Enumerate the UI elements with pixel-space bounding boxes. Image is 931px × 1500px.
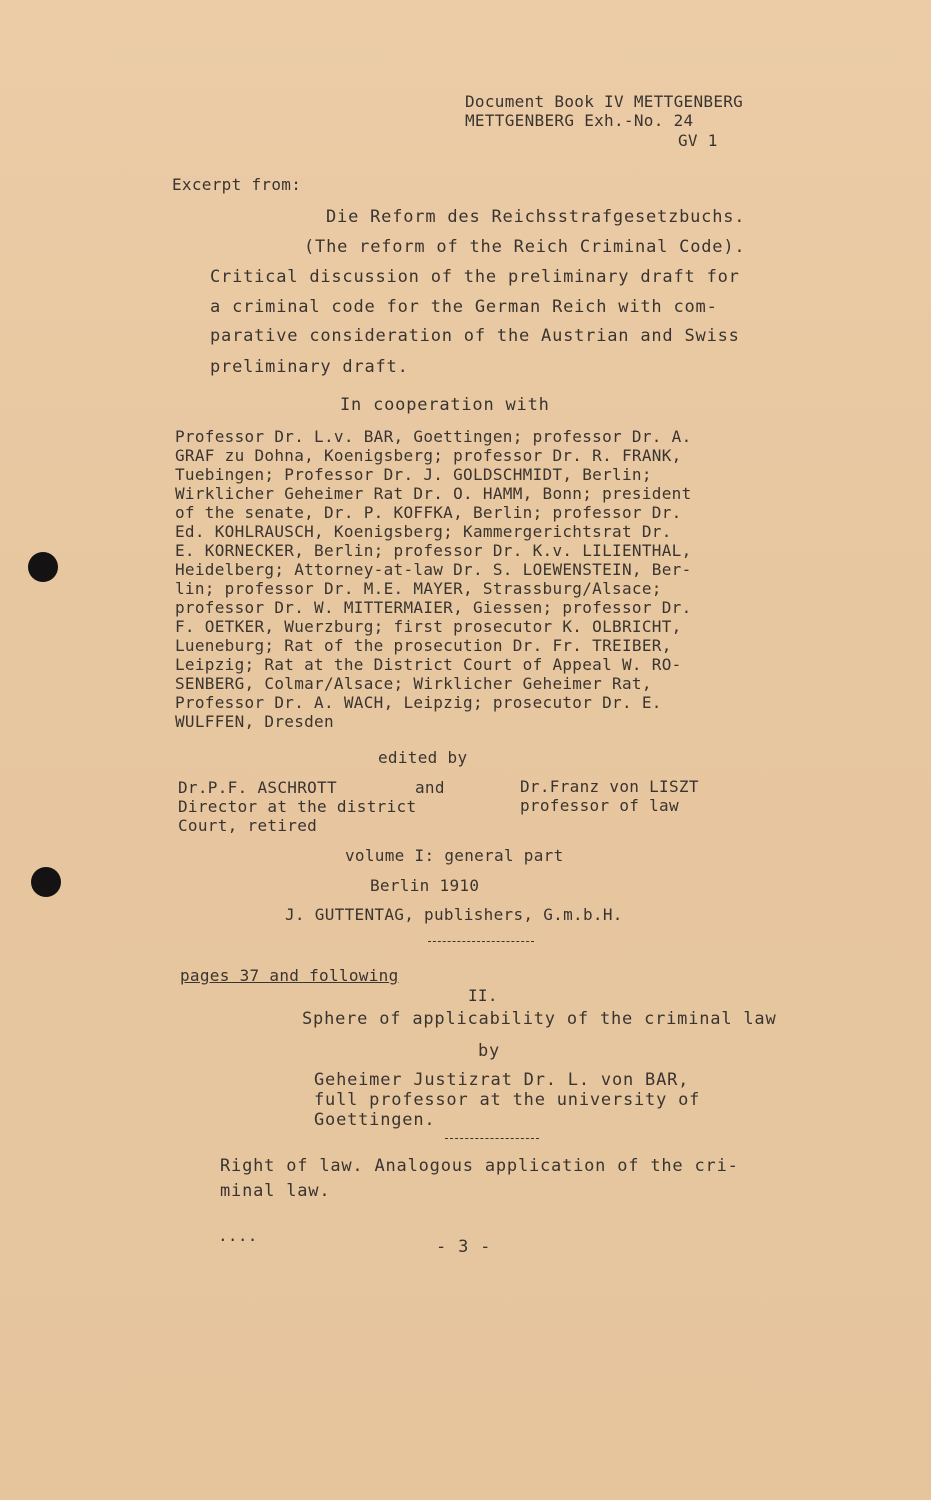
- title-line-5: parative consideration of the Austrian and Swiss: [210, 326, 740, 346]
- contributors-line: E. KORNECKER, Berlin; professor Dr. K.v. LILIENTHAL,: [175, 541, 692, 560]
- section-title: Sphere of applicability of the criminal law: [302, 1009, 777, 1029]
- contributors-line: Tuebingen; Professor Dr. J. GOLDSCHMIDT, Berlin;: [175, 465, 652, 484]
- editor-and: and: [415, 778, 445, 797]
- contributors-line: Heidelberg; Attorney-at-law Dr. S. LOEWENSTEIN, Ber-: [175, 560, 692, 579]
- author-line-2: full professor at the university of: [314, 1090, 701, 1110]
- title-line-2: (The reform of the Reich Criminal Code).: [304, 237, 746, 257]
- contributors-line: Leipzig; Rat at the District Court of Appeal W. RO-: [175, 655, 682, 674]
- section-number: II.: [468, 986, 498, 1005]
- contributors-line: Wirklicher Geheimer Rat Dr. O. HAMM, Bonn; president: [175, 484, 692, 503]
- pages-reference: pages 37 and following: [180, 966, 399, 985]
- header-line-2: METTGENBERG Exh.-No. 24: [465, 111, 694, 130]
- contributors-line: Professor Dr. A. WACH, Leipzig; prosecutor Dr. E.: [175, 693, 662, 712]
- header-line-1: Document Book IV METTGENBERG: [465, 92, 744, 111]
- punch-hole: [31, 867, 61, 897]
- contributors-line: Ed. KOHLRAUSCH, Koenigsberg; Kammergerichtsrat Dr.: [175, 522, 672, 541]
- contributors-line: professor Dr. W. MITTERMAIER, Giessen; professor Dr.: [175, 598, 692, 617]
- by-label: by: [478, 1041, 501, 1061]
- contributors-line: lin; professor Dr. M.E. MAYER, Strassburg/Alsace;: [175, 579, 662, 598]
- volume: volume I: general part: [345, 846, 564, 865]
- author-line-1: Geheimer Justizrat Dr. L. von BAR,: [314, 1070, 690, 1090]
- separator-rule: [445, 1138, 539, 1139]
- editor-right-name: Dr.Franz von LISZT: [520, 777, 699, 796]
- editor-left-name: Dr.P.F. ASCHROTT: [178, 778, 337, 797]
- contributors-line: GRAF zu Dohna, Koenigsberg; professor Dr. R. FRANK,: [175, 446, 682, 465]
- contributors-line: Lueneburg; Rat of the prosecution Dr. Fr. TREIBER,: [175, 636, 672, 655]
- punch-hole: [28, 552, 58, 582]
- title-line-6: preliminary draft.: [210, 357, 409, 377]
- editor-left-title-2: Court, retired: [178, 816, 318, 835]
- contributors-line: SENBERG, Colmar/Alsace; Wirklicher Geheimer Rat,: [175, 674, 652, 693]
- contributors-line: F. OETKER, Wuerzburg; first prosecutor K. OLBRICHT,: [175, 617, 682, 636]
- edited-by: edited by: [378, 748, 468, 767]
- publisher: J. GUTTENTAG, publishers, G.m.b.H.: [285, 905, 623, 924]
- author-line-3: Goettingen.: [314, 1110, 436, 1130]
- ellipsis: ....: [218, 1226, 258, 1245]
- editor-right-title: professor of law: [520, 796, 679, 815]
- contributors-line: Professor Dr. L.v. BAR, Goettingen; professor Dr. A.: [175, 427, 692, 446]
- title-line-1: Die Reform des Reichsstrafgesetzbuchs.: [326, 207, 746, 227]
- page-number: - 3 -: [436, 1237, 492, 1257]
- subject-line-1: Right of law. Analogous application of the cri-: [220, 1156, 739, 1176]
- title-line-3: Critical discussion of the preliminary draft for: [210, 267, 740, 287]
- header-line-3: GV 1: [678, 131, 718, 150]
- place-year: Berlin 1910: [370, 876, 480, 895]
- contributors-line: WULFFEN, Dresden: [175, 712, 334, 731]
- separator-rule: [428, 941, 534, 942]
- title-line-4: a criminal code for the German Reich with com-: [210, 297, 718, 317]
- cooperation-heading: In cooperation with: [340, 395, 550, 415]
- contributors-line: of the senate, Dr. P. KOFFKA, Berlin; professor Dr.: [175, 503, 682, 522]
- excerpt-label: Excerpt from:: [172, 175, 302, 194]
- editor-left-title: Director at the district: [178, 797, 417, 816]
- subject-line-2: minal law.: [220, 1181, 331, 1201]
